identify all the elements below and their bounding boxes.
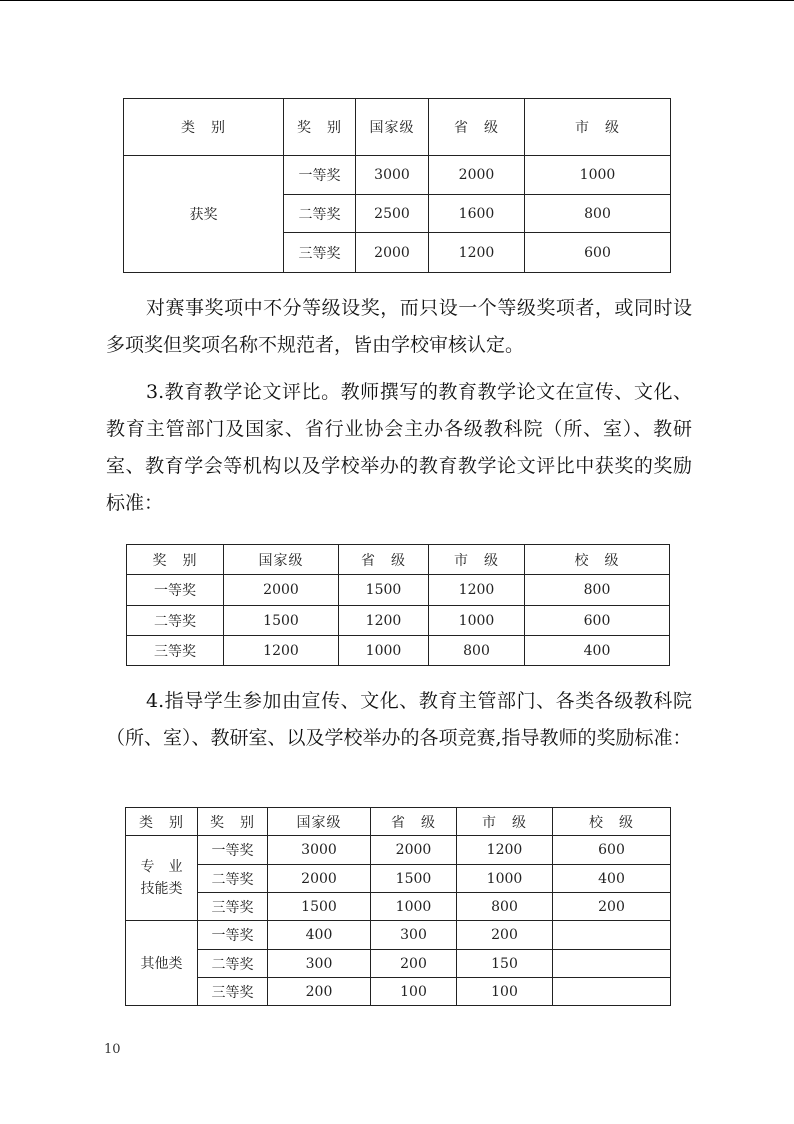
national-amount: 3000: [356, 156, 429, 195]
school-amount: [553, 921, 671, 950]
city-amount: 1200: [457, 836, 553, 865]
paragraph-unclassified-awards: 对赛事奖项中不分等级设奖，而只设一个等级奖项者，或同时设多项奖但奖项名称不规范者，皆由学校审核认定。: [106, 297, 692, 356]
table-header-row: [126, 808, 671, 836]
page-number: 10: [104, 1042, 121, 1057]
award-level: 二等奖: [127, 606, 224, 636]
header-category: 类 别: [124, 99, 284, 156]
paragraph-student-guidance: 4.指导学生参加由宣传、文化、教育主管部门、各类各级教科院（所、室）、教研室、以及学校举办的各项竞赛,指导教师的奖励标准：: [106, 690, 692, 749]
header-city: 市 级: [457, 808, 553, 836]
school-amount: 600: [525, 606, 670, 636]
city-amount: 100: [457, 978, 553, 1006]
group-label-professional-skills: 专 业 技能类: [126, 836, 198, 921]
paper-award-table: [126, 544, 670, 666]
city-amount: 600: [525, 233, 671, 273]
guidance-award-table: [125, 807, 671, 1006]
national-amount: 1500: [224, 606, 339, 636]
award-level: 二等奖: [198, 950, 268, 978]
school-amount: 200: [553, 893, 671, 921]
header-city: 市 级: [429, 545, 525, 575]
page-top-border: [0, 0, 794, 1]
table-header-row: [127, 545, 670, 575]
header-award: 奖 别: [198, 808, 268, 836]
header-provincial: 省 级: [339, 545, 429, 575]
header-category: 类 别: [126, 808, 198, 836]
city-amount: 800: [457, 893, 553, 921]
group-label: 获奖: [124, 156, 284, 273]
table-row: [126, 978, 671, 1006]
table-row: [127, 606, 670, 636]
award-level: 三等奖: [127, 636, 224, 666]
table-row: [124, 156, 671, 195]
header-award: 奖 别: [127, 545, 224, 575]
school-amount: 400: [525, 636, 670, 666]
provincial-amount: 1600: [429, 195, 525, 233]
award-level: 二等奖: [284, 195, 356, 233]
city-amount: 800: [429, 636, 525, 666]
table-row: [126, 921, 671, 950]
award-level: 一等奖: [198, 921, 268, 950]
national-amount: 2000: [356, 233, 429, 273]
national-amount: 1200: [224, 636, 339, 666]
school-amount: 800: [525, 575, 670, 606]
header-award: 奖 别: [284, 99, 356, 156]
award-level: 一等奖: [284, 156, 356, 195]
national-amount: 2000: [224, 575, 339, 606]
body-text-block-1: [106, 290, 692, 522]
header-national: 国家级: [356, 99, 429, 156]
provincial-amount: 1200: [339, 606, 429, 636]
national-amount: 300: [268, 950, 371, 978]
header-school: 校 级: [553, 808, 671, 836]
table-row: [127, 575, 670, 606]
provincial-amount: 1000: [371, 893, 457, 921]
city-amount: 800: [525, 195, 671, 233]
provincial-amount: 2000: [371, 836, 457, 865]
provincial-amount: 200: [371, 950, 457, 978]
city-amount: 150: [457, 950, 553, 978]
award-level: 二等奖: [198, 865, 268, 893]
school-amount: 600: [553, 836, 671, 865]
city-amount: 200: [457, 921, 553, 950]
table-row: [126, 836, 671, 865]
award-level: 三等奖: [198, 978, 268, 1006]
national-amount: 2000: [268, 865, 371, 893]
competition-award-table: [123, 98, 671, 273]
header-provincial: 省 级: [371, 808, 457, 836]
national-amount: 1500: [268, 893, 371, 921]
provincial-amount: 1500: [371, 865, 457, 893]
award-level: 三等奖: [284, 233, 356, 273]
body-text-block-2: [106, 683, 692, 757]
city-amount: 1000: [525, 156, 671, 195]
school-amount: [553, 950, 671, 978]
header-national: 国家级: [224, 545, 339, 575]
school-amount: 400: [553, 865, 671, 893]
provincial-amount: 2000: [429, 156, 525, 195]
header-school: 校 级: [525, 545, 670, 575]
header-provincial: 省 级: [429, 99, 525, 156]
city-amount: 1200: [429, 575, 525, 606]
national-amount: 3000: [268, 836, 371, 865]
provincial-amount: 1200: [429, 233, 525, 273]
national-amount: 200: [268, 978, 371, 1006]
group-label-other: 其他类: [126, 921, 198, 1006]
city-amount: 1000: [457, 865, 553, 893]
provincial-amount: 1500: [339, 575, 429, 606]
national-amount: 400: [268, 921, 371, 950]
award-level: 一等奖: [127, 575, 224, 606]
header-city: 市 级: [525, 99, 671, 156]
award-level: 三等奖: [198, 893, 268, 921]
table-row: [126, 950, 671, 978]
table-row: [127, 636, 670, 666]
award-level: 一等奖: [198, 836, 268, 865]
table-header-row: [124, 99, 671, 156]
paragraph-paper-contest: 3.教育教学论文评比。教师撰写的教育教学论文在宣传、文化、教育主管部门及国家、省行业协会主办各级教科院（所、室）、教研室、教育学会等机构以及学校举办的教育教学论文评比中获奖的奖励标准：: [106, 381, 692, 514]
provincial-amount: 300: [371, 921, 457, 950]
national-amount: 2500: [356, 195, 429, 233]
provincial-amount: 100: [371, 978, 457, 1006]
header-national: 国家级: [268, 808, 371, 836]
table-row: [126, 865, 671, 893]
provincial-amount: 1000: [339, 636, 429, 666]
school-amount: [553, 978, 671, 1006]
city-amount: 1000: [429, 606, 525, 636]
table-row: [126, 893, 671, 921]
